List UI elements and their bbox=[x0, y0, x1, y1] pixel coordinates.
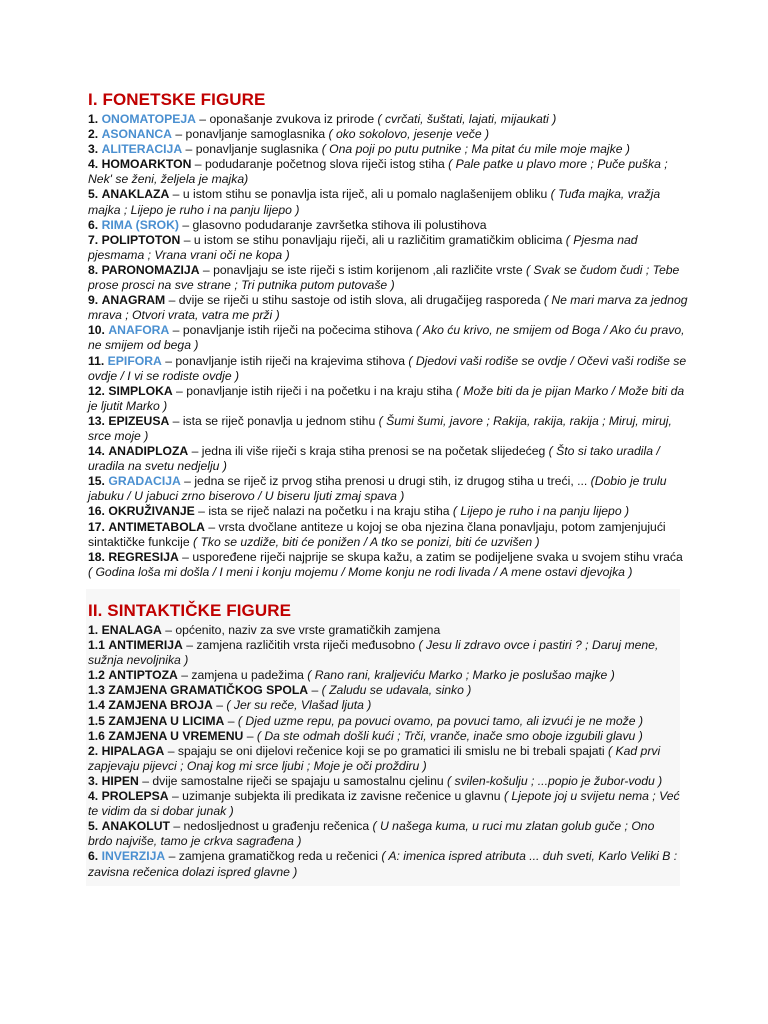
figure-description: – dvije samostalne riječi se spajaju u samostalnu cjelinu bbox=[138, 773, 444, 788]
figure-example: ( Svak se čudom čudi ; Tebe prose prosci na sve strane ; Tri putnika putom putovaše ) bbox=[88, 262, 680, 293]
figure-description: – jedna ili više riječi s kraja stiha prenosi se na početak slijedećeg bbox=[188, 444, 546, 459]
section-heading: II. SINTAKTIČKE FIGURE bbox=[88, 601, 292, 620]
figure-description: – spajaju se oni dijelovi rečenice koji se po gramatici ili smislu ne bi trebali spajati bbox=[164, 743, 605, 758]
figure-example: ( Ako ću krivo, ne smijem od Boga / Ako ću pravo, ne smijem od bega ) bbox=[88, 323, 685, 353]
figure-example: ( U našega kuma, u ruci mu zlatan golub guče ; Ono brdo najviše, tamo je crkva sagrađena ) bbox=[88, 819, 655, 849]
list-item bbox=[86, 744, 680, 774]
list-item bbox=[88, 520, 688, 550]
figure-example: ( Šumi šumi, javore ; Rakija, rakija, rakija ; Miruj, miruj, srce moje ) bbox=[88, 413, 672, 443]
figure-term: RIMA (SROK) bbox=[101, 217, 179, 232]
list-item bbox=[88, 112, 688, 127]
list-item bbox=[86, 668, 680, 683]
figure-example: ( Djedovi vaši rodiše se ovdje / Očevi vaši rodiše se ovdje / I vi se rodiste ovdje ) bbox=[88, 353, 687, 383]
list-item bbox=[86, 789, 680, 819]
figure-description: – zamjena gramatičkog reda u rečenici bbox=[165, 849, 378, 864]
item-number: 5. bbox=[88, 819, 99, 834]
figure-term: ZAMJENA U VREMENU bbox=[108, 728, 244, 743]
figure-term: ANADIPLOZA bbox=[108, 444, 189, 459]
item-number: 3. bbox=[88, 773, 99, 788]
figure-example: ( Pale patke u plavo more ; Puče puška ; Nek' se ženi, željela je majka) bbox=[88, 157, 668, 187]
figure-description: – bbox=[212, 698, 224, 713]
figure-example: ( Tko se uzdiže, biti će ponižen / A tko se ponizi, biti će uzvišen ) bbox=[189, 534, 540, 549]
figure-example: ( Ona poji po putu putnike ; Ma pitat ću mile moje majke ) bbox=[318, 142, 630, 157]
figure-term: ENALAGA bbox=[101, 623, 162, 637]
figure-term: ANTIPTOZA bbox=[108, 668, 178, 683]
figure-description: – nedosljednost u građenju rečenica bbox=[169, 819, 370, 834]
figure-term: ALITERACIJA bbox=[101, 142, 183, 157]
figure-list bbox=[86, 623, 680, 880]
list-item bbox=[86, 729, 680, 744]
list-item bbox=[86, 849, 680, 879]
item-number: 6. bbox=[88, 849, 99, 864]
item-number: 5. bbox=[88, 187, 99, 202]
figure-description: – ponavljanje istih riječi i na početku i na kraju stiha bbox=[172, 383, 453, 398]
figure-term: HOMOARKTON bbox=[101, 157, 192, 172]
figure-term: ANAKOLUT bbox=[101, 819, 170, 834]
figure-description: – uzimanje subjekta ili predikata iz zavisne rečenice u glavnu bbox=[168, 789, 501, 804]
figure-example: ( Da ste odmah došli kući ; Trči, vranče, inače smo oboje izgubili glavu ) bbox=[253, 728, 643, 743]
figure-term: HIPEN bbox=[101, 773, 139, 788]
figure-example: ( svilen-košulju ; ...popio je žubor-vodu ) bbox=[443, 773, 663, 788]
figure-term: ZAMJENA BROJA bbox=[108, 698, 213, 713]
item-number: 1.6 bbox=[88, 728, 105, 743]
item-number: 1.3 bbox=[88, 683, 105, 698]
list-item bbox=[88, 444, 688, 474]
figure-term: ZAMJENA GRAMATIČKOG SPOLA bbox=[108, 683, 309, 698]
figure-description: – oponašanje zvukova iz prirode bbox=[195, 112, 375, 126]
figure-example: ( Jer su reče, Vlašad ljuta ) bbox=[223, 698, 372, 713]
figure-example: ( cvrčati, šuštati, lajati, mijaukati ) bbox=[374, 112, 557, 126]
section-fonetske-figure bbox=[88, 88, 688, 580]
figure-description: – bbox=[308, 683, 319, 698]
figure-example: ( A: imenica ispred atributa ... duh sveti, Karlo Veliki B : zavisna rečenica dolazi ispred glavne ) bbox=[88, 849, 678, 879]
figure-term: SIMPLOKA bbox=[108, 383, 173, 398]
item-number: 9. bbox=[88, 293, 99, 308]
item-number: 12. bbox=[88, 383, 105, 398]
item-number: 16. bbox=[88, 504, 105, 519]
list-item bbox=[88, 323, 688, 353]
list-item bbox=[88, 474, 688, 504]
figure-term: OKRUŽIVANJE bbox=[108, 504, 195, 519]
item-number: 1.5 bbox=[88, 713, 105, 728]
figure-term: ASONANCA bbox=[101, 127, 172, 142]
item-number: 1.2 bbox=[88, 668, 105, 683]
item-number: 7. bbox=[88, 232, 99, 247]
item-number: 4. bbox=[88, 157, 99, 172]
figure-term: ANTIMERIJA bbox=[108, 638, 183, 653]
list-item bbox=[86, 774, 680, 789]
item-number: 1.4 bbox=[88, 698, 105, 713]
figure-example: ( Ljepote joj u svijetu nema ; Već te vidim da si dobar junak ) bbox=[88, 789, 680, 819]
item-number: 14. bbox=[88, 444, 105, 459]
figure-example: ( oko sokolovo, jesenje veče ) bbox=[325, 127, 490, 142]
figure-description: – podudaranje početnog slova riječi istog stiha bbox=[191, 157, 445, 172]
item-number: 11. bbox=[88, 353, 105, 368]
item-number: 10. bbox=[88, 323, 105, 338]
item-number: 1. bbox=[88, 112, 99, 126]
item-number: 1.1 bbox=[88, 638, 105, 653]
figure-example: ( Ne mari marva za jednog mrava ; Otvori vrata, vatra me prži ) bbox=[88, 293, 688, 323]
figure-example: (Dobio je trulu jabuku / U jabuci zrno biserovo / U biseru ljuti zmaj spava ) bbox=[88, 474, 667, 504]
figure-description: – bbox=[224, 713, 235, 728]
figure-example: ( Pjesma nad pjesmama ; Vrana vrani oči ne kopa ) bbox=[88, 232, 638, 262]
item-number: 2. bbox=[88, 743, 99, 758]
figure-example: ( Lijepo je ruho i na panju lijepo ) bbox=[449, 504, 630, 519]
figure-term: PROLEPSA bbox=[101, 789, 169, 804]
figure-term: ANAKLAZA bbox=[101, 187, 170, 202]
figure-description: – zamjena u padežima bbox=[177, 668, 304, 683]
figure-example: ( Što si tako uradila / uradila na svetu nedjelju ) bbox=[88, 444, 660, 474]
figure-description: – ponavljanje suglasnika bbox=[182, 142, 319, 157]
list-item bbox=[88, 550, 688, 580]
list-item bbox=[86, 698, 680, 713]
figure-description: – ista se riječ ponavlja u jednom stihu bbox=[169, 413, 376, 428]
item-number: 13. bbox=[88, 413, 105, 428]
figure-term: ANTIMETABOLA bbox=[108, 519, 205, 534]
figure-description: – općenito, naziv za sve vrste gramatičkih zamjena bbox=[161, 623, 441, 637]
list-item bbox=[88, 504, 688, 519]
list-item bbox=[88, 414, 688, 444]
list-item bbox=[86, 714, 680, 729]
figure-description: – ponavljanje samoglasnika bbox=[171, 127, 326, 142]
figure-description: – ponavljanje istih riječi na počecima stihova bbox=[169, 323, 413, 338]
item-number: 1. bbox=[88, 623, 99, 637]
figure-example: ( Zaludu se udavala, sinko ) bbox=[318, 683, 472, 698]
figure-example: ( Godina loša mi došla / I meni i konju mojemu / Mome konju ne rodi livada / A mene ostavi djevojka ) bbox=[88, 564, 633, 579]
list-item bbox=[86, 623, 680, 638]
figure-example: ( Djed uzme repu, pa povuci ovamo, pa povuci tamo, ali izvući je ne može ) bbox=[234, 713, 644, 728]
figure-description: – u istom se stihu ponavljaju riječi, ali u različitim gramatičkim oblicima bbox=[180, 232, 563, 247]
figure-description: – ponavljaju se iste riječi s istim korijenom ,ali različite vrste bbox=[199, 262, 523, 277]
item-number: 2. bbox=[88, 127, 99, 142]
figure-description: – zamjena različitih vrsta riječi međusobno bbox=[182, 638, 416, 653]
figure-term: ZAMJENA U LICIMA bbox=[108, 713, 225, 728]
figure-example: ( Može biti da je pijan Marko / Može biti da je ljutit Marko ) bbox=[88, 383, 685, 413]
figure-term: INVERZIJA bbox=[101, 849, 166, 864]
figure-description: – ponavljanje istih riječi na krajevima stihova bbox=[161, 353, 406, 368]
figure-term: EPIFORA bbox=[107, 353, 162, 368]
list-item bbox=[88, 142, 688, 157]
figure-description: – glasovno podudaranje završetka stihova ili polustihova bbox=[178, 217, 487, 232]
item-number: 6. bbox=[88, 217, 99, 232]
figure-term: PARONOMAZIJA bbox=[101, 262, 200, 277]
list-item bbox=[88, 293, 688, 323]
figure-term: ANAGRAM bbox=[101, 293, 166, 308]
figure-description: – jedna se riječ iz prvog stiha prenosi u drugi stih, iz drugog stiha u treći, ... bbox=[180, 474, 588, 489]
figure-description: – u istom stihu se ponavlja ista riječ, ali u pomalo naglašenijem obliku bbox=[169, 187, 548, 202]
figure-description: – vrsta dvočlane antiteze u kojoj se oba njezina člana ponavljaju, potom zamjenjujući sintaktičke funkcije bbox=[88, 519, 666, 549]
list-item bbox=[88, 384, 688, 414]
figure-example: ( Jesu li zdravo ovce i pastiri ? ; Daruj mene, sužnja nevoljnika ) bbox=[88, 638, 659, 668]
item-number: 18. bbox=[88, 549, 105, 564]
figure-term: HIPALAGA bbox=[101, 743, 165, 758]
list-item bbox=[88, 233, 688, 263]
figure-example: ( Kad prvi zapjevaju pijevci ; Onaj kog mi srce ljubi ; Moje je oči proždiru ) bbox=[88, 743, 661, 773]
figure-example: ( Rano rani, kraljeviću Marko ; Marko je poslušao majke ) bbox=[303, 668, 615, 683]
item-number: 17. bbox=[88, 519, 105, 534]
list-item bbox=[88, 354, 688, 384]
list-item bbox=[86, 819, 680, 849]
item-number: 8. bbox=[88, 262, 99, 277]
list-item bbox=[88, 187, 688, 217]
list-item bbox=[88, 263, 688, 293]
figure-description: – bbox=[243, 728, 254, 743]
figure-term: GRADACIJA bbox=[108, 474, 181, 489]
list-item bbox=[88, 157, 688, 187]
list-item bbox=[86, 683, 680, 698]
figure-term: EPIZEUSA bbox=[108, 413, 170, 428]
figure-term: ONOMATOPEJA bbox=[101, 112, 196, 126]
figure-list bbox=[88, 112, 688, 580]
figure-description: – dvije se riječi u stihu sastoje od istih slova, ali drugačijeg rasporeda bbox=[165, 293, 541, 308]
figure-term: ANAFORA bbox=[108, 323, 170, 338]
figure-example: ( Tuđa majka, vražja majka ; Lijepo je ruho i na panju lijepo ) bbox=[88, 187, 661, 217]
item-number: 15. bbox=[88, 474, 105, 489]
item-number: 3. bbox=[88, 142, 99, 157]
figure-description: – uspoređene riječi najprije se skupa kažu, a zatim se podijeljene svaka u svojem stihu vraća bbox=[178, 549, 683, 564]
section-heading: I. FONETSKE FIGURE bbox=[88, 90, 266, 109]
item-number: 4. bbox=[88, 789, 99, 804]
section-sintakticke-figure bbox=[86, 589, 680, 886]
figure-term: REGRESIJA bbox=[108, 549, 179, 564]
list-item bbox=[88, 218, 688, 233]
figure-description: – ista se riječ nalazi na početku i na kraju stiha bbox=[194, 504, 450, 519]
list-item bbox=[86, 638, 680, 668]
list-item bbox=[88, 127, 688, 142]
figure-term: POLIPTOTON bbox=[101, 232, 181, 247]
